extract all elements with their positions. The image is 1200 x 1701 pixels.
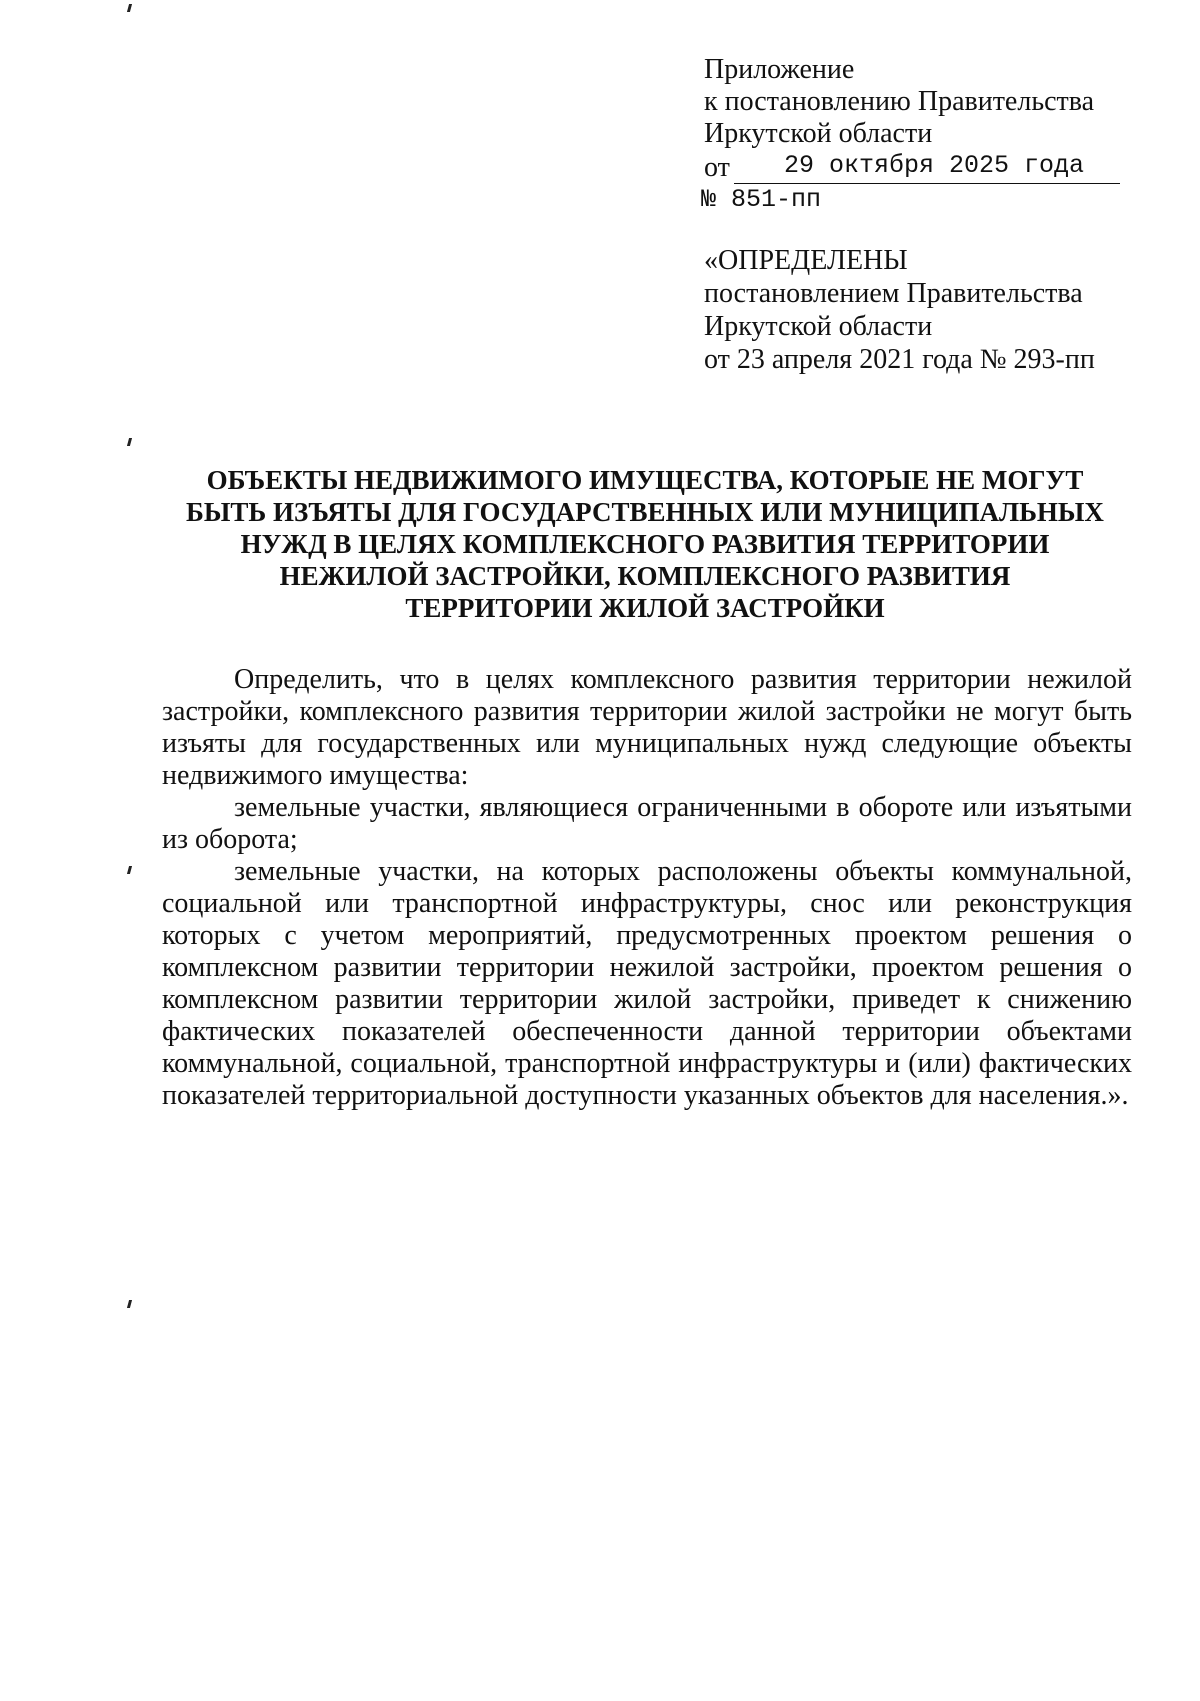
defined-label: «ОПРЕДЕЛЕНЫ xyxy=(704,245,908,276)
title-line: БЫТЬ ИЗЪЯТЫ ДЛЯ ГОСУДАРСТВЕННЫХ ИЛИ МУНИЦИПАЛЬНЫХ xyxy=(186,497,1104,527)
document-title xyxy=(160,464,1130,624)
resolution-number: № 851-пп xyxy=(701,185,822,214)
title-line: НЕЖИЛОЙ ЗАСТРОЙКИ, КОМПЛЕКСНОГО РАЗВИТИЯ xyxy=(279,561,1011,591)
appendix-label: Приложение xyxy=(704,54,855,85)
defined-region: Иркутской области xyxy=(704,311,933,342)
body-paragraph: Определить, что в целях комплексного развития территории нежилой застройки, комплексного развития территории жилой застройки не могут быть изъяты для государственных или муниципальных нужд следующие объекты недвижимого имущества: xyxy=(162,664,1132,791)
title-line: ОБЪЕКТЫ НЕДВИЖИМОГО ИМУЩЕСТВА, КОТОРЫЕ НЕ МОГУТ xyxy=(206,465,1084,495)
scan-mark xyxy=(127,438,132,446)
body-paragraph: земельные участки, на которых расположены объекты коммунальной, социальной или транспортной инфраструктуры, снос или реконструкция которых с учетом мероприятий, предусмотренных проектом решения о комплексном развитии территории нежилой застройки, проектом решения о комплексном развитии территории жилой застройки, приведет к снижению фактических показателей обеспеченности данной территории объектами коммунальной, социальной, транспортной инфраструктуры и (или) фактических показателей территориальной доступности указанных объектов для населения.». xyxy=(162,856,1132,1111)
defined-resolution-ref: постановлением Правительства xyxy=(704,278,1083,309)
body-paragraph: земельные участки, являющиеся ограниченными в обороте или изъятыми из оборота; xyxy=(162,792,1132,855)
defined-date-number: от 23 апреля 2021 года № 293-пп xyxy=(704,344,1095,375)
appendix-region: Иркутской области xyxy=(704,118,933,149)
scan-mark xyxy=(127,4,132,12)
resolution-date: 29 октября 2025 года xyxy=(784,151,1085,180)
date-prefix: от xyxy=(704,152,730,183)
appendix-resolution-ref: к постановлению Правительства xyxy=(704,86,1095,117)
title-line: ТЕРРИТОРИИ ЖИЛОЙ ЗАСТРОЙКИ xyxy=(405,593,885,623)
scan-mark xyxy=(127,1300,132,1308)
document-body xyxy=(162,664,1132,1112)
scan-mark xyxy=(127,866,132,874)
defined-block xyxy=(704,244,1124,376)
title-line: НУЖД В ЦЕЛЯХ КОМПЛЕКСНОГО РАЗВИТИЯ ТЕРРИТОРИИ xyxy=(240,529,1050,559)
date-underline xyxy=(734,183,1120,184)
appendix-date-row xyxy=(704,150,1124,184)
appendix-block xyxy=(701,54,1124,216)
